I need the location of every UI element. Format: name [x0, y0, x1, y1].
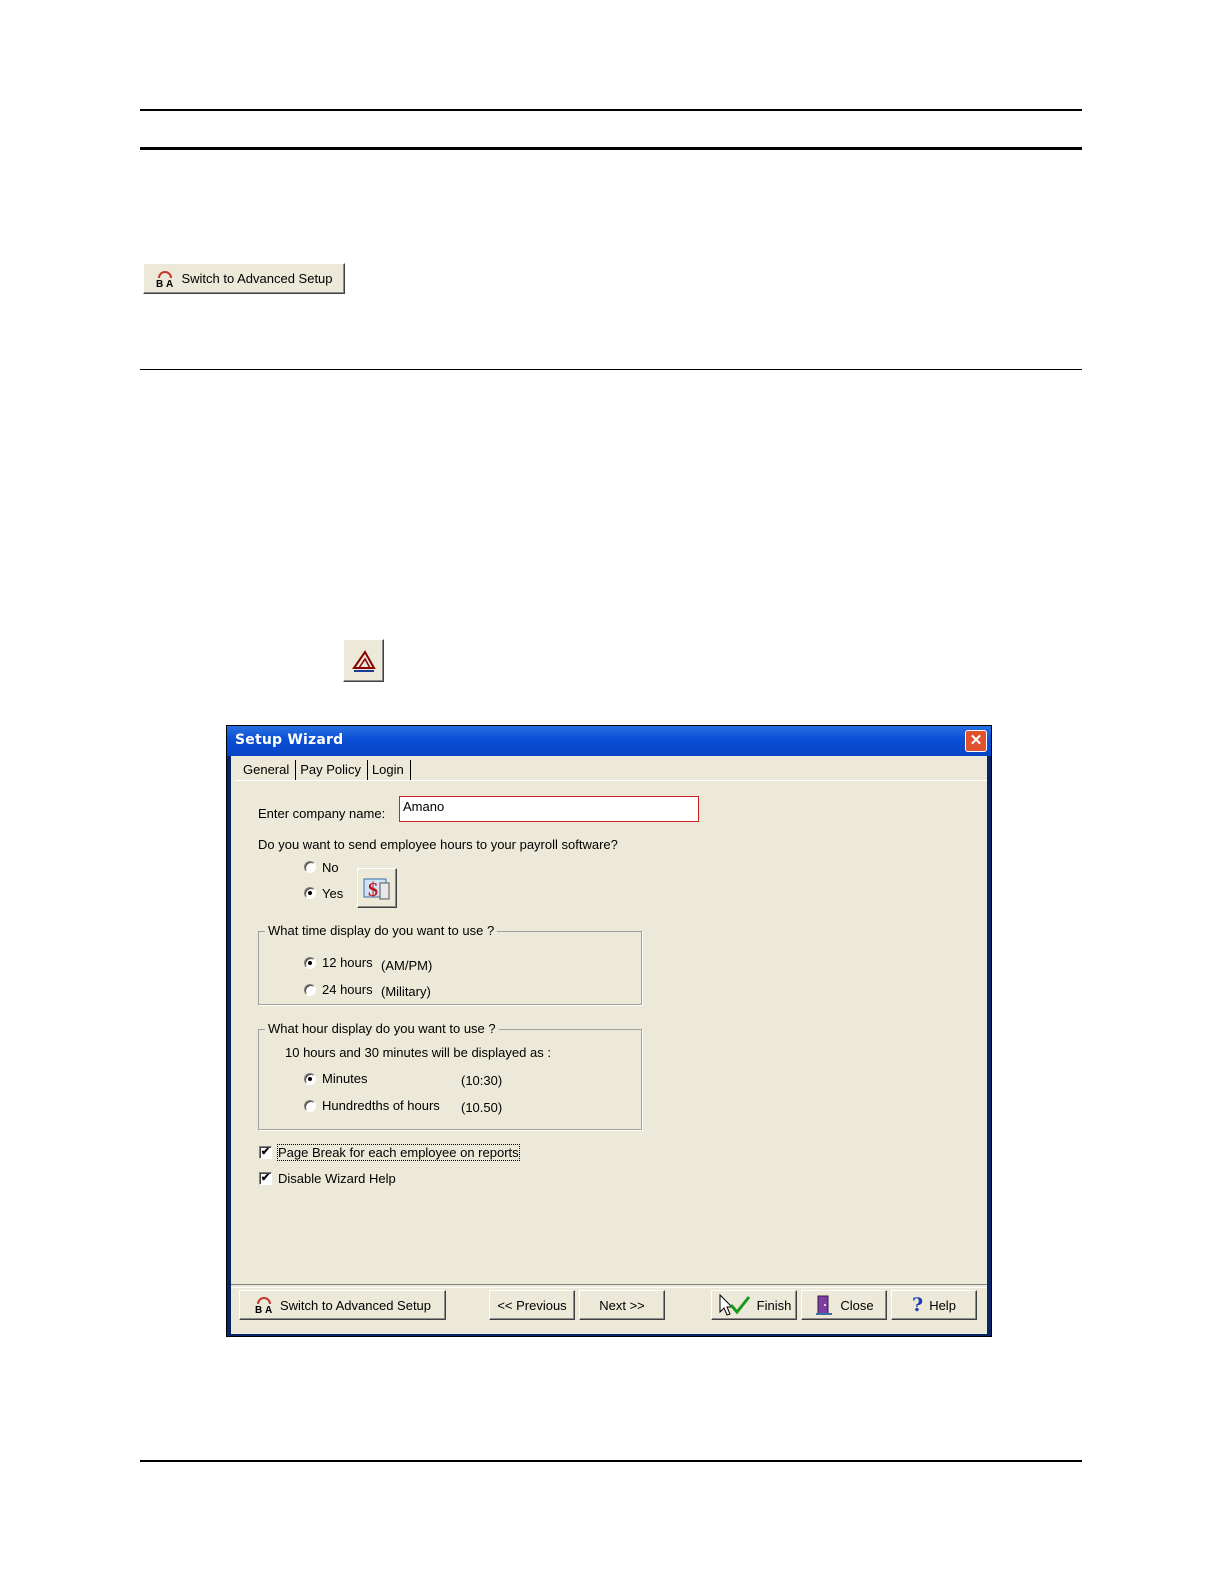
dialog-switch-advanced-button[interactable]	[239, 1290, 446, 1320]
time-12-radio[interactable]	[304, 957, 316, 969]
payroll-settings-button[interactable]	[357, 868, 397, 908]
close-icon: ✕	[969, 732, 983, 749]
question-mark-icon: ?	[912, 1294, 924, 1316]
finish-button[interactable]	[711, 1290, 797, 1320]
disable-wizard-help-label: Disable Wizard Help	[278, 1171, 396, 1186]
disable-wizard-help-checkbox[interactable]: ✔	[260, 1172, 271, 1184]
tab-login[interactable]: Login	[368, 760, 411, 780]
section-rule	[140, 369, 1082, 370]
hour-display-hint: 10 hours and 30 minutes will be displayed as :	[285, 1045, 551, 1060]
company-name-label: Enter company name:	[258, 806, 386, 821]
help-label: Help	[929, 1297, 956, 1313]
time-12-label: 12 hours	[322, 955, 373, 970]
minutes-radio[interactable]	[304, 1073, 316, 1085]
page-break-label: Page Break for each employee on reports	[278, 1145, 519, 1160]
payroll-yes-radio[interactable]	[304, 887, 316, 899]
time-24-radio[interactable]	[304, 984, 316, 996]
time-24-label: 24 hours	[322, 982, 373, 997]
footer-rule	[140, 1460, 1082, 1462]
previous-label: << Previous	[497, 1297, 567, 1313]
svg-text:A: A	[166, 278, 174, 288]
close-label: Close	[840, 1297, 874, 1313]
minutes-label: Minutes	[322, 1071, 368, 1086]
previous-button[interactable]	[489, 1290, 575, 1320]
setup-wizard-icon	[351, 649, 377, 673]
hour-display-group	[258, 1021, 642, 1130]
payroll-no-label: No	[322, 860, 339, 875]
switch-advanced-setup-button[interactable]	[143, 263, 345, 294]
company-name-input[interactable]: Amano	[399, 796, 699, 822]
time-24-note: (Military)	[381, 984, 431, 999]
help-button[interactable]	[891, 1290, 977, 1320]
dialog-client	[231, 756, 987, 1334]
tab-general[interactable]: General	[239, 760, 296, 780]
tab-strip	[239, 760, 411, 780]
tab-pay-policy[interactable]: Pay Policy	[296, 760, 368, 780]
checkmark-icon	[717, 1293, 751, 1317]
advanced-setup-icon	[155, 270, 175, 288]
window-title: Setup Wizard	[235, 732, 344, 748]
setup-wizard-window	[226, 725, 992, 1337]
finish-label: Finish	[756, 1297, 792, 1313]
payroll-question: Do you want to send employee hours to your payroll software?	[258, 837, 618, 852]
svg-text:A: A	[264, 1305, 273, 1314]
hundredths-label: Hundredths of hours	[322, 1098, 440, 1113]
payroll-yes-label: Yes	[322, 886, 344, 901]
tab-divider	[235, 780, 987, 781]
payroll-no-radio[interactable]	[304, 861, 316, 873]
minutes-note: (10:30)	[461, 1073, 503, 1088]
advanced-setup-icon	[254, 1296, 274, 1314]
time-12-note: (AM/PM)	[381, 958, 433, 973]
payroll-dollar-icon	[362, 873, 392, 903]
switch-advanced-setup-label: Switch to Advanced Setup	[181, 271, 333, 286]
svg-text:B: B	[254, 1305, 263, 1314]
svg-text:B: B	[156, 278, 164, 288]
close-window-button[interactable]	[965, 730, 987, 752]
hundredths-radio[interactable]	[304, 1100, 316, 1112]
next-label: Next >>	[599, 1297, 645, 1313]
button-bar-divider	[231, 1284, 987, 1288]
title-bar	[227, 726, 991, 756]
close-button[interactable]	[801, 1290, 887, 1320]
header-rule-top	[140, 109, 1082, 111]
hundredths-note: (10.50)	[461, 1100, 503, 1115]
hour-display-title: What hour display do you want to use ?	[265, 1021, 499, 1036]
time-display-group	[258, 923, 642, 1005]
page-break-checkbox[interactable]: ✔	[260, 1146, 271, 1158]
door-exit-icon	[814, 1294, 834, 1316]
dialog-switch-advanced-label: Switch to Advanced Setup	[279, 1297, 432, 1313]
time-display-title: What time display do you want to use ?	[265, 923, 497, 938]
setup-wizard-toolbar-button[interactable]	[343, 639, 384, 682]
header-rule-bottom	[140, 147, 1082, 150]
svg-text:$: $	[368, 879, 378, 901]
next-button[interactable]	[579, 1290, 665, 1320]
